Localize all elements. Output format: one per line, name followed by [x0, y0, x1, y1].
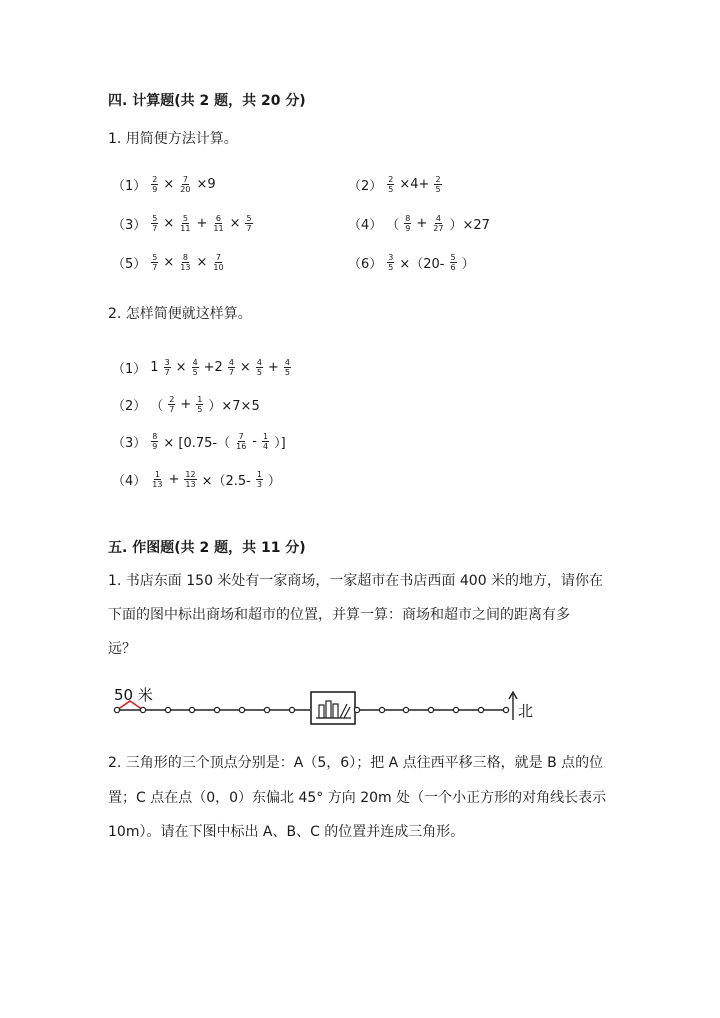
operator: ×4+ — [399, 177, 430, 192]
denominator: 5 — [388, 185, 394, 194]
operator: + — [180, 397, 192, 412]
denominator: 9 — [152, 442, 158, 451]
point-marker — [140, 707, 145, 712]
numerator: 8 — [152, 432, 158, 441]
s5-q1-line-3: 远？ — [108, 641, 136, 657]
fraction — [262, 432, 269, 451]
fraction — [151, 432, 158, 451]
fraction — [164, 358, 171, 377]
numerator: 12 — [185, 470, 196, 479]
scale-label: 50 米 — [114, 686, 153, 704]
q1-item-2 — [348, 175, 443, 194]
numerator: 3 — [164, 358, 170, 367]
point-marker — [354, 707, 359, 712]
numerator: 1 — [256, 470, 262, 479]
fraction — [256, 470, 263, 489]
operator: + — [196, 216, 208, 231]
fraction — [184, 470, 196, 489]
number-line-diagram — [108, 680, 548, 728]
fraction — [196, 395, 203, 414]
fraction — [228, 358, 235, 377]
denominator: 9 — [152, 185, 158, 194]
fraction — [387, 175, 394, 194]
denominator: 6 — [450, 263, 456, 272]
numerator: 5 — [182, 214, 188, 223]
q2-item-4 — [112, 470, 281, 489]
q2-item-1 — [112, 358, 292, 377]
numerator: 5 — [450, 253, 456, 262]
section-4-title: 四. 计算题(共 2 题，共 20 分) — [108, 93, 306, 109]
operator: × — [163, 216, 175, 231]
point-marker — [264, 707, 269, 712]
north-label: 北 — [518, 702, 534, 720]
item-label: （2） — [112, 399, 147, 414]
denominator: 16 — [236, 442, 247, 451]
numerator: 1 — [197, 395, 203, 404]
close-paren: ） — [267, 474, 281, 489]
fraction — [179, 175, 191, 194]
denominator: 7 — [246, 224, 252, 233]
point-marker — [403, 707, 408, 712]
numerator: 5 — [152, 214, 158, 223]
item-label: （4） — [112, 474, 147, 489]
item-label: （6） — [348, 257, 383, 272]
numerator: 4 — [435, 214, 441, 223]
fraction — [235, 432, 247, 451]
numerator: 7 — [182, 175, 188, 184]
q1-item-6 — [348, 253, 475, 272]
open-paren: （ — [150, 399, 164, 414]
denominator: 5 — [284, 368, 290, 377]
point-marker — [189, 707, 194, 712]
q1-item-3 — [112, 214, 254, 233]
operator: × — [163, 177, 175, 192]
point-marker — [379, 707, 384, 712]
numerator: 7 — [238, 432, 244, 441]
operator: × — [229, 216, 241, 231]
numerator: 6 — [215, 214, 222, 223]
s5-q1-line-1: 1. 书店东面 150 米处有一家商场，一家超市在书店西面 400 米的地方，请你在 — [108, 573, 604, 589]
item-label: （5） — [112, 257, 147, 272]
fraction — [432, 214, 444, 233]
point-marker — [214, 707, 219, 712]
numerator: 7 — [215, 253, 222, 262]
denominator: 7 — [164, 368, 170, 377]
whole-number: 1 — [150, 360, 159, 375]
fraction — [450, 253, 457, 272]
q2-item-3 — [112, 432, 286, 451]
fraction — [284, 358, 291, 377]
denominator: 5 — [388, 263, 394, 272]
operator: + — [168, 472, 180, 487]
bookstore-icon — [311, 692, 355, 724]
denominator: 3 — [256, 480, 262, 489]
item-label: （4） — [348, 218, 383, 233]
denominator: 4 — [263, 442, 269, 451]
operator: × — [239, 360, 251, 375]
close-paren: ）×27 — [449, 218, 490, 233]
operator: ×（2.5- — [201, 474, 251, 489]
numerator: 5 — [152, 253, 158, 262]
operator: +2 — [203, 360, 223, 375]
item-label: （3） — [112, 436, 147, 451]
fraction — [179, 214, 191, 233]
numerator: 4 — [256, 358, 262, 367]
numerator: 3 — [388, 253, 394, 262]
denominator: 11 — [180, 224, 191, 233]
point-marker — [114, 707, 119, 712]
north-arrow-icon — [509, 692, 517, 720]
denominator: 7 — [152, 263, 158, 272]
numerator: 1 — [263, 432, 269, 441]
numerator: 5 — [246, 214, 252, 223]
numerator: 1 — [154, 470, 160, 479]
point-marker — [239, 707, 244, 712]
close-paren: ）] — [274, 436, 286, 451]
denominator: 13 — [185, 480, 196, 489]
point-marker — [453, 707, 458, 712]
operator: × — [163, 255, 175, 270]
operator: + — [416, 216, 428, 231]
point-marker — [428, 707, 433, 712]
denominator: 7 — [169, 405, 175, 414]
numerator: 2 — [169, 395, 175, 404]
point-marker — [503, 707, 508, 712]
denominator: 7 — [228, 368, 234, 377]
numerator: 4 — [284, 358, 290, 367]
operator: + — [267, 360, 279, 375]
fraction — [256, 358, 263, 377]
denominator: 5 — [197, 405, 203, 414]
operator: × — [175, 360, 187, 375]
numerator: 4 — [192, 358, 198, 367]
q1-item-1 — [112, 175, 216, 194]
s5-q2-line-2: 置；C 点在点（0，0）东偏北 45° 方向 20m 处（一个小正方形的对角线长表示 — [108, 790, 607, 806]
item-label: （2） — [348, 179, 383, 194]
fraction — [245, 214, 252, 233]
q2-item-2 — [112, 395, 260, 414]
item-label: （1） — [112, 179, 147, 194]
point-marker — [289, 707, 294, 712]
item-label: （3） — [112, 218, 147, 233]
denominator: 13 — [152, 480, 163, 489]
close-paren: ）×7×5 — [208, 399, 260, 414]
item-label: （1） — [112, 362, 147, 377]
q2-prompt: 2. 怎样简便就这样算。 — [108, 306, 252, 322]
operator: - — [252, 434, 257, 449]
point-marker — [478, 707, 483, 712]
s5-q2-line-3: 10m）。请在下图中标出 A、B、C 的位置并连成三角形。 — [108, 824, 465, 840]
denominator: 9 — [405, 224, 411, 233]
denominator: 13 — [180, 263, 191, 272]
denominator: 10 — [213, 263, 224, 272]
fraction — [192, 358, 199, 377]
s5-q1-line-2: 下面的图中标出商场和超市的位置，并算一算：商场和超市之间的距离有多 — [108, 607, 570, 623]
numerator: 8 — [182, 253, 188, 262]
numerator: 4 — [228, 358, 234, 367]
fraction — [387, 253, 394, 272]
numerator: 2 — [388, 175, 394, 184]
fraction — [151, 214, 158, 233]
fraction — [179, 253, 191, 272]
denominator: 5 — [256, 368, 262, 377]
q1-prompt: 1. 用简便方法计算。 — [108, 131, 238, 147]
operator: ×9 — [196, 177, 216, 192]
point-marker — [165, 707, 170, 712]
fraction — [212, 214, 224, 233]
denominator: 7 — [152, 224, 158, 233]
operator: ×（20- — [399, 257, 445, 272]
fraction — [404, 214, 411, 233]
s5-q2-line-1: 2. 三角形的三个顶点分别是：A（5，6）；把 A 点往西平移三格，就是 B 点的位 — [108, 755, 604, 771]
close-paren: ） — [461, 257, 475, 272]
q1-item-5 — [112, 253, 226, 272]
numerator: 2 — [152, 175, 158, 184]
denominator: 20 — [180, 185, 191, 194]
denominator: 27 — [433, 224, 444, 233]
fraction — [151, 253, 158, 272]
fraction — [151, 175, 158, 194]
fraction — [168, 395, 175, 414]
numerator: 8 — [405, 214, 411, 223]
section-5-title: 五. 作图题(共 2 题，共 11 分) — [108, 540, 306, 556]
numerator: 2 — [435, 175, 441, 184]
fraction — [151, 470, 163, 489]
operator: × — [196, 255, 208, 270]
denominator: 5 — [435, 185, 441, 194]
denominator: 5 — [192, 368, 198, 377]
q1-item-4 — [348, 214, 490, 233]
fraction — [434, 175, 441, 194]
denominator: 11 — [213, 224, 224, 233]
fraction — [212, 253, 224, 272]
operator: × [0.75-（ — [163, 436, 231, 451]
open-paren: （ — [386, 218, 400, 233]
